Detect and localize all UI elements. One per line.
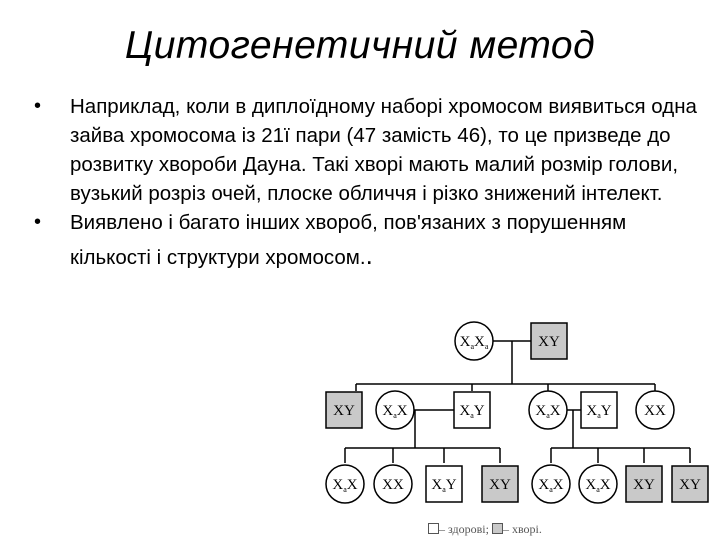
legend-final-period: . — [538, 522, 542, 536]
healthy-square-icon — [428, 523, 439, 534]
pedigree-male-node — [672, 466, 708, 502]
genotype-label: $X_aX$ — [585, 477, 611, 494]
pedigree-female-node — [374, 465, 412, 503]
genotype-label: $X_aY$ — [586, 403, 612, 420]
pedigree-male-node — [326, 392, 362, 428]
pedigree-female-node — [579, 465, 617, 503]
pedigree-male-node — [482, 466, 518, 502]
genotype-label: $X_aX$ — [332, 477, 358, 494]
genotype-label: $X_aX_a$ — [459, 334, 489, 351]
genotype-label: $X_aX$ — [538, 477, 564, 494]
genotype-label: XY — [538, 334, 560, 350]
pedigree-male-node — [626, 466, 662, 502]
bullet-icon: • — [34, 211, 42, 233]
genotype-label: XY — [633, 477, 655, 493]
pedigree-female-node — [636, 391, 674, 429]
sick-square-icon — [492, 523, 503, 534]
genotype-label: $X_aY$ — [459, 403, 485, 420]
bullet-final-period: . — [365, 240, 373, 270]
pedigree-male-node — [426, 466, 462, 502]
genotype-label: XY — [679, 477, 701, 493]
genotype-label: $X_aX$ — [535, 403, 561, 420]
pedigree-nodes — [326, 322, 708, 503]
bullet-text: Наприклад, коли в диплоїдному наборі хромосом виявиться одна зайва хромосома із 21ї пари (47 замість 46), то це призведе до розвитку хвороби Дауна. Такі хворі мають малий розмір голови, вузький розріз очей, плоске обличчя і різко знижений інтелект. — [70, 95, 697, 205]
pedigree-female-node — [376, 391, 414, 429]
genotype-label: XX — [382, 477, 404, 493]
genotype-label: XY — [333, 403, 355, 419]
legend-sick-label: – хворі — [502, 522, 539, 536]
pedigree-female-node — [532, 465, 570, 503]
pedigree-female-node — [455, 322, 493, 360]
pedigree-legend — [428, 522, 542, 537]
bullet-icon: • — [34, 95, 42, 117]
pedigree-male-node — [531, 323, 567, 359]
genotype-label: $X_aY$ — [431, 477, 457, 494]
pedigree-male-node — [581, 392, 617, 428]
pedigree-female-node — [326, 465, 364, 503]
legend-healthy-label: – здорові; — [439, 522, 489, 536]
slide-title: Цитогенетичний метод — [124, 24, 596, 67]
pedigree-female-node — [529, 391, 567, 429]
pedigree-male-node — [454, 392, 490, 428]
genotype-label: $X_aX$ — [382, 403, 408, 420]
genotype-label: XX — [644, 403, 666, 419]
genotype-label: XY — [489, 477, 511, 493]
bullet-text: Виявлено і багато інших хвороб, пов'язаних з порушенням кількості і структури хромосом. — [70, 211, 627, 269]
